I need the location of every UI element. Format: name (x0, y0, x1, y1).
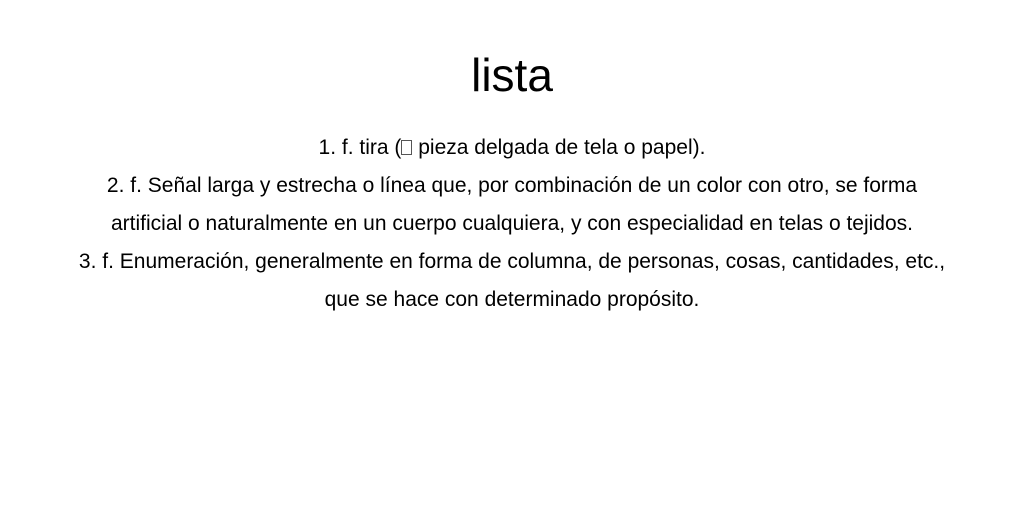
part-of-speech: f. (102, 250, 114, 273)
definition-text: Enumeración, generalmente en forma de columna, de personas, cosas, cantidades, etc., que se hace con determinado propósito. (119, 250, 946, 311)
part-of-speech: f. (130, 174, 142, 197)
definition-text-end: pieza delgada de tela o papel). (412, 136, 706, 159)
definition-text-start: tira ( (359, 136, 402, 159)
definition-1 (72, 129, 952, 167)
definition-text: Señal larga y estrecha o línea que, por combinación de un color con otro, se forma artificial o naturalmente en un cuerpo cualquiera, y con especialidad en telas o tejidos. (111, 174, 918, 235)
part-of-speech: f. (341, 136, 354, 159)
definition-list (72, 129, 952, 319)
definition-number: 2. (106, 174, 125, 197)
definition-number: 3. (78, 250, 97, 273)
missing-glyph-box-icon (401, 140, 412, 155)
headword: lista (471, 49, 553, 101)
definition-number: 1. (318, 136, 337, 159)
definition-3 (72, 243, 952, 319)
definition-2 (72, 167, 952, 243)
